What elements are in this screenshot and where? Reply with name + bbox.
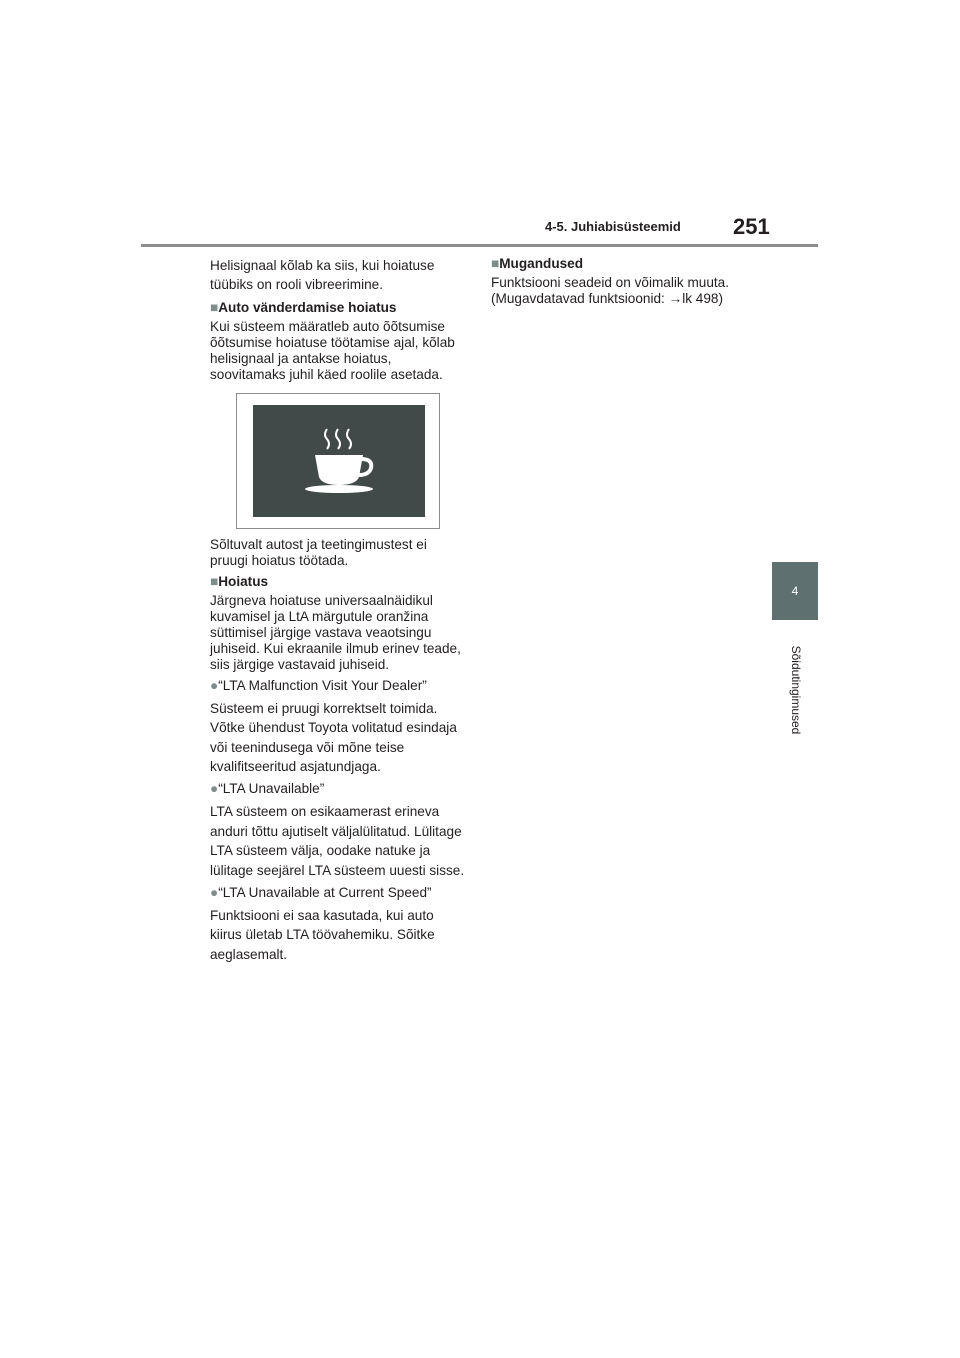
chapter-tab-label [786,630,806,750]
chapter-tab-number: 4 [772,562,818,620]
round-bullet-icon: ● [210,885,219,901]
customization-body [491,275,766,307]
section-heading-customization [491,256,766,272]
page-reference-link[interactable]: lk 498) [682,291,723,306]
section-heading-warning [210,574,468,590]
bullet-title-text: “LTA Unavailable at Current Speed” [218,885,432,901]
bullet-body: Süsteem ei pruugi korrektselt toimida. Võtke ühendust Toyota volitatud esindaja või teenindusega või mõne teise kvalifitseeritud asjatundjaga. [210,700,457,775]
sway-body: Kui süsteem määratleb auto õõtsumise õõtsumise hoiatuse töötamise ajal, kõlab helisignaal ja antakse hoiatus, soovitamaks juhil käed roolile asetada. [210,318,455,382]
bullet-title-text: “LTA Malfunction Visit Your Dealer” [218,677,427,693]
square-bullet-icon: ■ [210,573,219,589]
right-column [491,256,766,312]
bullet-body: Funktsiooni ei saa kasutada, kui auto kiirus ületab LTA töövahemiku. Sõitke aeglasemalt. [210,908,435,962]
square-bullet-icon: ■ [491,256,500,271]
section-title: 4-5. Juhiabisüsteemid [545,219,681,234]
intro-paragraph: Helisignaal kõlab ka siis, kui hoiatuse tüübiks on rooli vibreerimine. [210,258,435,293]
bullet-title-text: “LTA Unavailable” [218,781,325,797]
reference-prefix: (Mugavdatavad funktsioonid: [491,291,669,306]
round-bullet-icon: ● [210,677,219,693]
warning-body: Järgneva hoiatuse universaalnäidikul kuvamisel ja LtA märgutule oranžina süttimisel järgige vastava veaotsingu juhiseid. Kui ekraanile ilmub erinev teade, siis järgige vastavaid juhiseid. [210,592,461,672]
heading-text: Auto vänderdamise hoiatus [218,299,397,315]
bullet-body: LTA süsteem on esikaamerast erineva anduri tõttu ajutiselt väljalülitatud. Lülitage LTA süsteem välja, oodake natuke ja lülitage seejärel LTA süsteem uuesti sisse. [210,804,465,878]
round-bullet-icon: ● [210,781,219,797]
page-number: 251 [733,214,770,239]
customization-text: Funktsiooni seadeid on võimalik muuta. [491,275,730,290]
warning-illustration [236,393,440,529]
coffee-cup-icon [253,405,425,517]
arrow-right-icon: → [668,291,683,306]
chapter-tab-label-text: Sõidutingimused [789,645,803,735]
header-divider [141,244,818,247]
heading-text: Hoiatus [218,573,269,589]
bullet-title [210,678,468,694]
display-screen [253,405,425,517]
section-heading-sway [210,300,468,316]
heading-text: Mugandused [499,256,584,271]
left-column [210,256,468,969]
bullet-title [210,885,468,901]
bullet-title [210,781,468,797]
square-bullet-icon: ■ [210,299,219,315]
conditions-note: Sõltuvalt autost ja teetingimustest ei pruugi hoiatus töötada. [210,536,427,568]
